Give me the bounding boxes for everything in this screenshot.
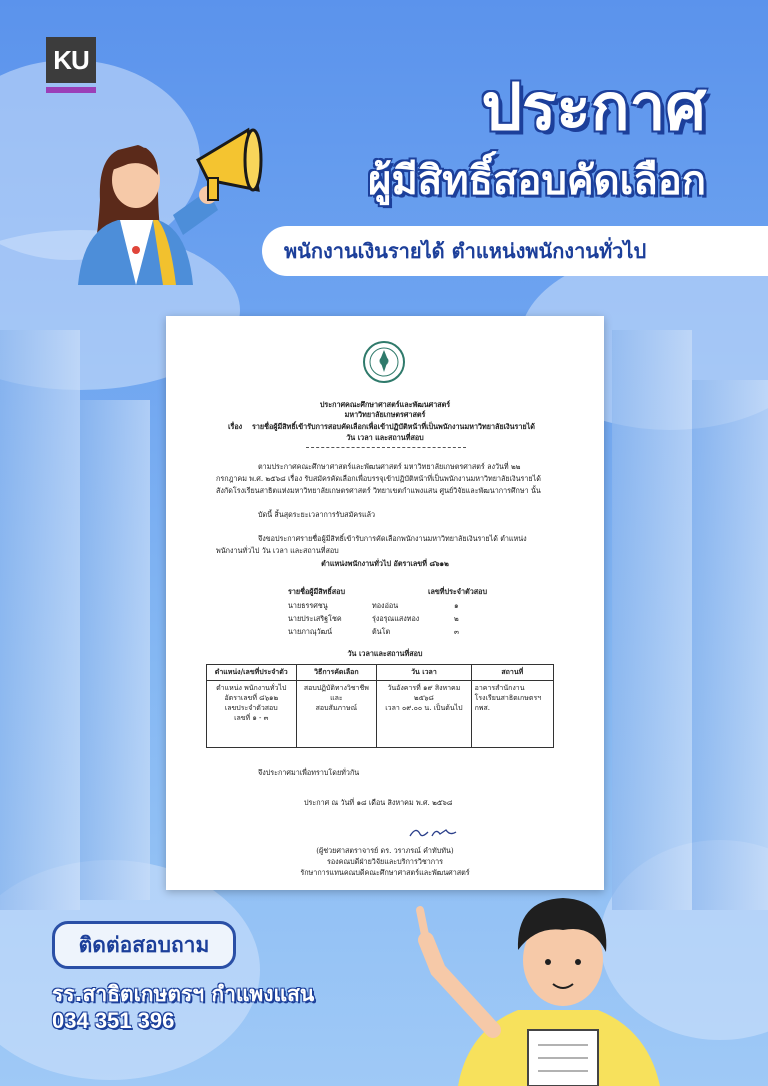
university-seal-icon xyxy=(362,340,406,384)
candidate-number: ๓ xyxy=(454,627,459,636)
bg-building xyxy=(612,330,692,910)
doc-heading-faculty: ประกาศคณะศึกษาศาสตร์และพัฒนศาสตร์ xyxy=(319,400,451,409)
bg-building xyxy=(0,330,80,910)
cell-line: เวลา ๐๙.๐๐ น. เป็นต้นไป xyxy=(385,704,463,712)
doc-divider xyxy=(306,447,466,448)
cell-line: วันอังคารที่ ๑๙ สิงหาคม xyxy=(387,684,461,692)
doc-closing: จึงประกาศมาเพื่อทราบโดยทั่วกัน xyxy=(258,768,360,777)
bg-building xyxy=(80,400,150,900)
position-banner xyxy=(262,226,768,276)
candidate-last-name: ทองอ่อน xyxy=(372,601,399,610)
table-header-cell: สถานที่ xyxy=(471,665,553,681)
candidate-first-name: นายธรรศชนู xyxy=(288,601,328,610)
doc-schedule-heading: วัน เวลาและสถานที่สอบ xyxy=(347,649,423,658)
signature-mark xyxy=(406,824,460,842)
doc-position-heading: ตำแหน่งพนักงานทั่วไป อัตราเลขที่ ๘๖๑๒ xyxy=(321,559,449,568)
candidate-last-name: รุ่งอรุณแสงทอง xyxy=(372,614,420,623)
doc-signer-title: รองคณบดีฝ่ายวิจัยและบริการวิชาการ xyxy=(326,857,444,866)
page-subtitle: ผู้มีสิทธิ์สอบคัดเลือก xyxy=(368,158,706,204)
logo-underline xyxy=(46,87,96,93)
table-header-cell: วิธีการคัดเลือก xyxy=(296,665,377,681)
table-header-cell: วัน เวลา xyxy=(377,665,471,681)
cell-line: กพส. xyxy=(474,704,491,712)
cell-method xyxy=(296,681,377,748)
page-title: ประกาศ xyxy=(481,71,706,145)
doc-para1-line3: สังกัดโรงเรียนสาธิตแห่งมหาวิทยาลัยเกษตรศาสตร์ วิทยาเขตกำแพงแสน ศูนย์วิจัยและพัฒนาการศึกษา นั้น xyxy=(216,486,541,495)
candidate-last-name: ต้นโต xyxy=(372,627,391,636)
cell-line: โรงเรียนสาธิตเกษตรฯ xyxy=(474,694,542,702)
candidates-header-number: เลขที่ประจำตัวสอบ xyxy=(428,587,488,596)
logo-text: KU xyxy=(46,37,96,83)
doc-subject-label: เรื่อง xyxy=(228,422,243,431)
cell-place xyxy=(471,681,553,748)
contact-label-box xyxy=(52,921,236,969)
doc-para1-line1: ตามประกาศคณะศึกษาศาสตร์และพัฒนศาสตร์ มหาวิทยาลัยเกษตรศาสตร์ ลงวันที่ ๒๒ xyxy=(258,462,521,471)
girl-megaphone-illustration xyxy=(58,120,268,285)
cell-datetime xyxy=(377,681,471,748)
cell-line: อาคารสำนักงาน xyxy=(474,684,525,692)
cell-line: เลขที่ ๑ - ๓ xyxy=(234,714,269,722)
cell-line: เลขประจำตัวสอบ xyxy=(224,704,278,712)
doc-signer-name: (ผู้ช่วยศาสตราจารย์ ดร. วราภรณ์ คำทับทัน) xyxy=(316,846,454,855)
candidate-first-name: นายประเสริฐโชค xyxy=(288,614,342,623)
table-header-cell: ตำแหน่ง/เลขที่ประจำตัว xyxy=(207,665,297,681)
doc-para2: บัดนี้ สิ้นสุดระยะเวลาการรับสมัครแล้ว xyxy=(258,510,376,519)
table-row xyxy=(207,681,554,748)
cell-line: สอบปฏิบัติทางวิชาชีพ xyxy=(303,684,369,692)
official-announcement-document xyxy=(166,316,604,890)
table-header-row xyxy=(207,665,554,681)
doc-announce-date: ประกาศ ณ วันที่ ๑๘ เดือน สิงหาคม พ.ศ. ๒๕๖๘ xyxy=(304,798,453,807)
doc-signer-acting: รักษาการแทนคณบดีคณะศึกษาศาสตร์และพัฒนศาสตร์ xyxy=(300,868,470,877)
candidate-number: ๒ xyxy=(454,614,459,623)
position-banner-text: พนักงานเงินรายได้ ตำแหน่งพนักงานทั่วไป xyxy=(284,239,647,263)
contact-phone: 034 351 396 xyxy=(52,1008,175,1033)
doc-subject-line2: วัน เวลา และสถานที่สอบ xyxy=(346,433,424,442)
boy-pointing-illustration xyxy=(398,880,688,1086)
contact-school: รร.สาธิตเกษตรฯ กำแพงแสน xyxy=(52,982,315,1006)
cell-line: สอบสัมภาษณ์ xyxy=(315,704,358,712)
candidate-number: ๑ xyxy=(454,601,459,610)
contact-label: ติดต่อสอบถาม xyxy=(78,932,210,957)
doc-para1-line2: กรกฎาคม พ.ศ. ๒๕๖๘ เรื่อง รับสมัครคัดเลือกเพื่อบรรจุเข้าปฏิบัติหน้าที่เป็นพนักงานมหาวิทยาลัยเงินรายได้ xyxy=(216,474,541,483)
doc-subject-line1: รายชื่อผู้มีสิทธิ์เข้ารับการสอบคัดเลือกเพื่อเข้าปฏิบัติหน้าที่เป็นพนักงานมหาวิทยาลัยเงินรายได้ xyxy=(252,422,535,431)
cell-line: และ xyxy=(330,694,343,702)
candidate-first-name: นายภาณุวัฒน์ xyxy=(288,627,333,636)
candidates-header-name: รายชื่อผู้มีสิทธิ์สอบ xyxy=(288,587,346,596)
exam-schedule-table xyxy=(206,664,554,748)
cell-line: ๒๕๖๘ xyxy=(414,694,434,702)
cell-position xyxy=(207,681,297,748)
cell-line: ตำแหน่ง พนักงานทั่วไป xyxy=(216,684,287,692)
doc-para3-line2: พนักงานทั่วไป วัน เวลา และสถานที่สอบ xyxy=(216,546,339,555)
ku-logo xyxy=(46,37,96,95)
doc-para3-line1: จึงขอประกาศรายชื่อผู้มีสิทธิ์เข้ารับการคัดเลือกพนักงานมหาวิทยาลัยเงินรายได้ ตำแหน่ง xyxy=(258,534,527,543)
bg-building xyxy=(692,380,768,910)
cell-line: อัตราเลขที่ ๘๖๑๒ xyxy=(224,694,279,702)
doc-heading-university: มหาวิทยาลัยเกษตรศาสตร์ xyxy=(344,410,426,419)
